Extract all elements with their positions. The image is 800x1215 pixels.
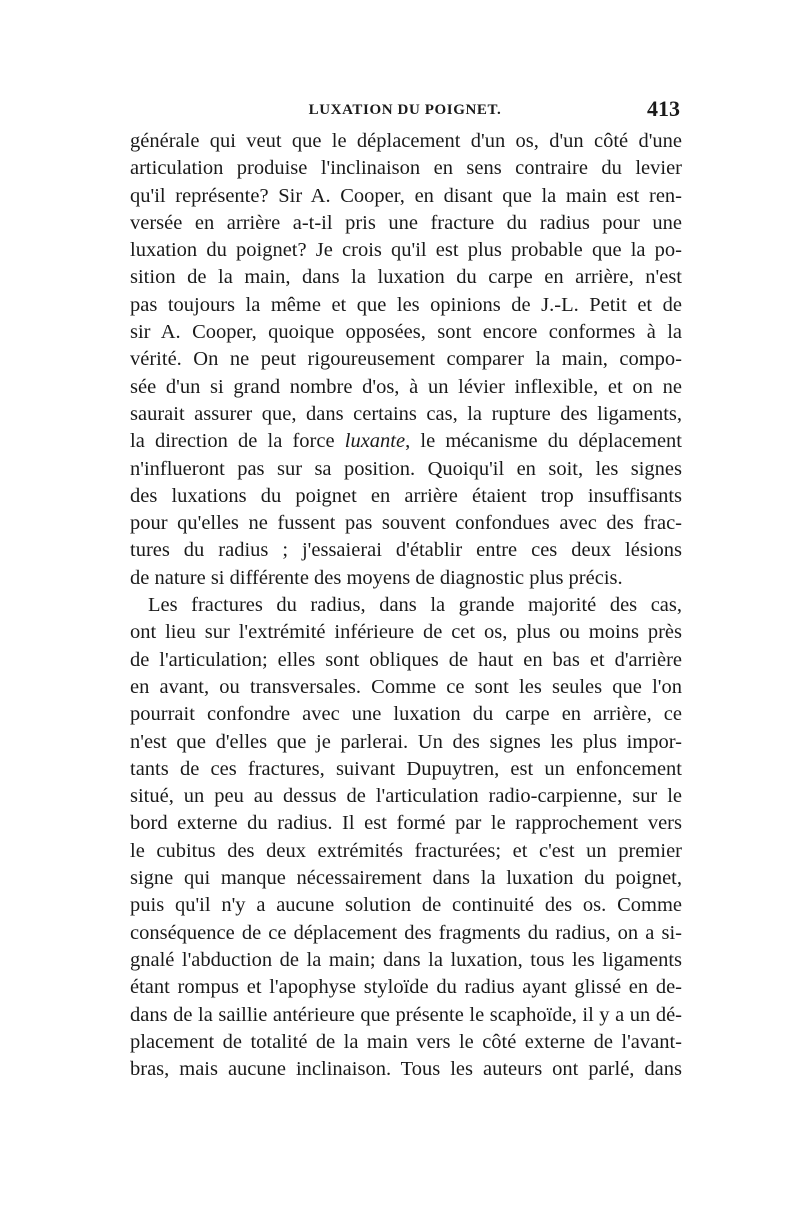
text-line: saurait assurer que, dans certains cas, la rupture des ligaments,: [130, 402, 682, 425]
italic-word: luxante: [344, 430, 406, 453]
page-number: 413: [647, 96, 680, 121]
text-segment: la direction de la force: [130, 430, 335, 453]
text-line: pourrait confondre avec une luxation du carpe en arrière, ce: [130, 703, 682, 726]
text-line: tants de ces fractures, suivant Dupuytren, est un enfoncement: [130, 757, 682, 780]
paragraph-1: [130, 128, 682, 592]
text-line: n'influeront pas sur sa position. Quoiqu'il en soit, les signes: [130, 457, 682, 480]
text-line: qu'il représente? Sir A. Cooper, en disant que la main est ren-: [130, 184, 682, 207]
text-line: gnalé l'abduction de la main; dans la luxation, tous les ligaments: [130, 948, 682, 971]
text-line: pas toujours la même et que les opinions de J.-L. Petit et de: [130, 293, 682, 316]
text-line: de l'articulation; elles sont obliques de haut en bas et d'arrière: [130, 648, 682, 671]
text-line: sir A. Cooper, quoique opposées, sont encore conformes à la: [130, 321, 682, 344]
text-line: conséquence de ce déplacement des fragments du radius, on a si-: [130, 921, 682, 944]
text-line: de nature si différente des moyens de diagnostic plus précis.: [130, 566, 623, 589]
text-line: signe qui manque nécessairement dans la luxation du poignet,: [130, 867, 682, 890]
text-line: le cubitus des deux extrémités fracturées; et c'est un premier: [130, 839, 682, 862]
text-line: versée en arrière a-t-il pris une fracture du radius pour une: [130, 211, 682, 234]
page-header: [130, 96, 680, 124]
body-text: [130, 128, 682, 1083]
text-line: des luxations du poignet en arrière étaient trop insuffisants: [130, 484, 682, 507]
text-line: n'est que d'elles que je parlerai. Un des signes les plus impor-: [130, 730, 682, 753]
running-title: LUXATION DU POIGNET.: [308, 102, 502, 118]
text-line: pour qu'elles ne fussent pas souvent confondues avec des frac-: [130, 512, 682, 535]
text-line: sée d'un si grand nombre d'os, à un lévier inflexible, et on ne: [130, 375, 682, 398]
text-line: générale qui veut que le déplacement d'un os, d'un côté d'une: [130, 130, 682, 152]
text-line: Les fractures du radius, dans la grande majorité des cas,: [148, 594, 682, 617]
text-line: dans de la saillie antérieure que présente le scaphoïde, il y a un dé-: [130, 1003, 682, 1026]
text-line: étant rompus et l'apophyse styloïde du radius ayant glissé en de-: [130, 976, 682, 999]
text-line: en avant, ou transversales. Comme ce sont les seules que l'on: [130, 675, 682, 698]
text-line: bras, mais aucune inclinaison. Tous les auteurs ont parlé, dans: [130, 1058, 682, 1081]
text-line: articulation produise l'inclinaison en sens contraire du levier: [130, 157, 682, 180]
text-line-with-italic: [130, 428, 682, 455]
text-line: situé, un peu au dessus de l'articulation radio-carpienne, sur le: [130, 785, 682, 808]
text-segment: , le mécanisme du déplacement: [405, 430, 682, 453]
text-line: ont lieu sur l'extrémité inférieure de cet os, plus ou moins près: [130, 621, 682, 644]
text-line: bord externe du radius. Il est formé par le rapprochement vers: [130, 812, 682, 835]
text-line: vérité. On ne peut rigoureusement comparer la main, compo-: [130, 348, 682, 371]
text-line: luxation du poignet? Je crois qu'il est plus probable que la po-: [130, 239, 682, 262]
text-line: sition de la main, dans la luxation du carpe en arrière, n'est: [130, 266, 682, 289]
text-line: tures du radius ; j'essaierai d'établir entre ces deux lésions: [130, 539, 682, 562]
text-line: placement de totalité de la main vers le côté externe de l'avant-: [130, 1030, 682, 1053]
text-line: puis qu'il n'y a aucune solution de continuité des os. Comme: [130, 894, 682, 917]
paragraph-2: [130, 592, 682, 1083]
